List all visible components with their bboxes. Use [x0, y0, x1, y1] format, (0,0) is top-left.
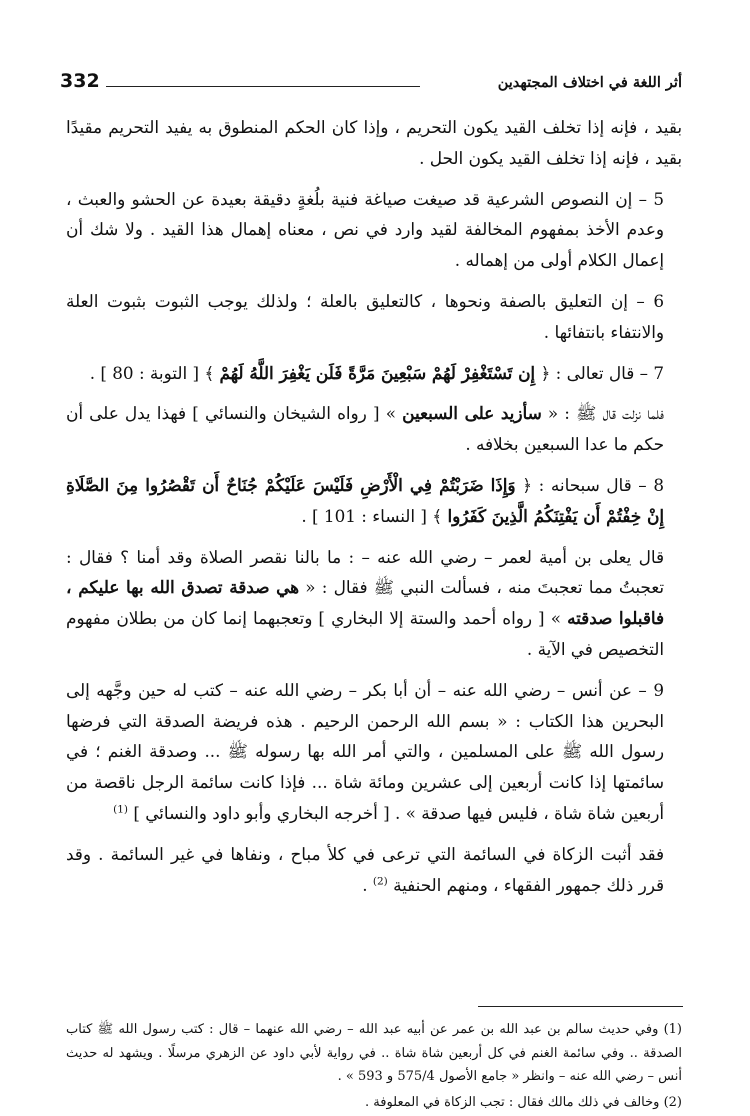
yala-lead: قال يعلى بن أمية لعمر – رضي الله عنه – : ما بالنا نقصر الصلاة وقد أمنا ؟ فقال : تعجبتُ مما تعجبتَ منه ، فسألت النبي ﷺ فقال : « — [66, 546, 664, 598]
footnotes — [66, 1018, 682, 1116]
footnote-marker-2[interactable]: (2) — [372, 874, 388, 887]
quran-verse-nisa: وَإِذَا ضَرَبْتُمْ فِي الْأَرْضِ فَلَيْسَ عَلَيْكُمْ جُنَاحٌ أَن تَقْصُرُوا مِنَ الصَّلَاةِ إِنْ خِفْتُمْ أَن يَفْتِنَكُمُ الَّذِينَ كَفَرُوا — [66, 474, 664, 526]
running-title: أثر اللغة في اختلاف المجتهدين — [497, 74, 682, 91]
page-number: 332 — [60, 70, 100, 92]
hadith-lead: فلما نزلت قال ﷺ : « — [541, 403, 664, 424]
paragraph-hadith-seventy — [66, 398, 682, 460]
yala-tail: » [ رواه أحمد والستة إلا البخاري ] وتعجبهما إنما كان من بطلان مفهوم التخصيص في الآية . — [66, 608, 664, 659]
conclusion-text: فقد أثبت الزكاة في السائمة التي ترعى في كلأ مباح ، ونفاها في غير السائمة . وقد قرر ذلك جمهور الفقهاء ، ومنهم الحنفية — [66, 843, 664, 895]
conclusion-tail: . — [362, 874, 373, 895]
quran-verse-tawbah: إِن تَسْتَغْفِرْ لَهُمْ سَبْعِينَ مَرَّةً فَلَن يَغْفِرَ اللَّهُ لَهُمْ — [219, 362, 536, 383]
hadith-quote: هي صدقة تصدق الله بها عليكم ، فاقبلوا صدقته — [66, 577, 665, 629]
footnote-2: (2) وخالف في ذلك مالك فقال : تجب الزكاة في المعلوفة . — [365, 1094, 682, 1110]
paragraph-yala-hadith — [66, 542, 682, 665]
point-7-lead: 7 – قال تعالى : ﴿ — [535, 362, 664, 383]
paragraph-point-6: 6 – إن التعليق بالصفة ونحوها ، كالتعليق بالعلة ؛ ولذلك يوجب الثبوت بثبوت العلة والانتفاء بانتفائها . — [66, 290, 664, 342]
main-text — [66, 112, 682, 900]
footnote-separator — [478, 1006, 683, 1007]
hadith-tail: » [ رواه الشيخان والنسائي ] فهذا يدل على أن حكم ما عدا السبعين بخلافه . — [66, 403, 664, 455]
point-9-text: 9 – عن أنس – رضي الله عنه – أن أبا بكر – رضي الله عنه – كتب له حين وجَّهه إلى البحرين هذا الكتاب : « بسم الله الرحمن الرحيم . هذه فريضة الصدقة التي فرضها رسول الله ﷺ على المسلمين ، والتي أمر الله بها رسوله ﷺ ... وصدقة الغنم ؛ في سائمتها إذا كانت أربعين إلى عشرين ومائة شاة ... فإذا كانت سائمة الرجل ناقصة من أربعين شاة شاة ، فليس فيها صدقة » . [ أخرجه البخاري وأبو داود والنسائي ] — [66, 679, 664, 823]
verse-reference: ﴾ [ النساء : 101 ] . — [301, 505, 448, 526]
paragraph-point-9 — [66, 675, 682, 829]
footnote-1: (1) وفي حديث سالم بن عبد الله بن عمر عن أبيه عبد الله – رضي الله عنهما – قال : كتب رسول الله ﷺ كتاب الصدقة .. وفي سائمة الغنم في كل أربعين شاة شاة .. في رواية لأبي داود عن الزهري مرسلًا . ويشهد له حديث أنس – رضي الله عنه – وانظر « جامع الأصول 575/4 و 593 » . — [66, 1022, 682, 1084]
paragraph-conclusion — [66, 839, 682, 901]
paragraph-point-8 — [66, 470, 682, 532]
header-rule — [106, 86, 420, 87]
paragraph-point-7 — [66, 358, 682, 389]
footnote-marker-1[interactable]: (1) — [113, 803, 128, 816]
hadith-quote: سأزيد على السبعين — [402, 403, 542, 424]
point-8-lead: 8 – قال سبحانه : ﴿ — [515, 474, 664, 495]
page-header — [60, 68, 682, 100]
paragraph-1: بقيد ، فإنه إذا تخلف القيد يكون التحريم ، وإذا كان الحكم المنطوق به يفيد التحريم مقيدًا بقيد ، فإنه إذا تخلف القيد يكون الحل . — [66, 117, 682, 168]
verse-reference: ﴾ [ التوبة : 80 ] . — [89, 362, 220, 383]
paragraph-point-5: 5 – إن النصوص الشرعية قد صيغت صياغة فنية بلُغةٍ دقيقة بعيدة عن الحشو والعبث ، وعدم الأخذ بمفهوم المخالفة لقيد وارد في نص ، معناه إهمال هذا القيد . ولا شك أن إعمال الكلام أولى من إهماله . — [66, 188, 664, 271]
